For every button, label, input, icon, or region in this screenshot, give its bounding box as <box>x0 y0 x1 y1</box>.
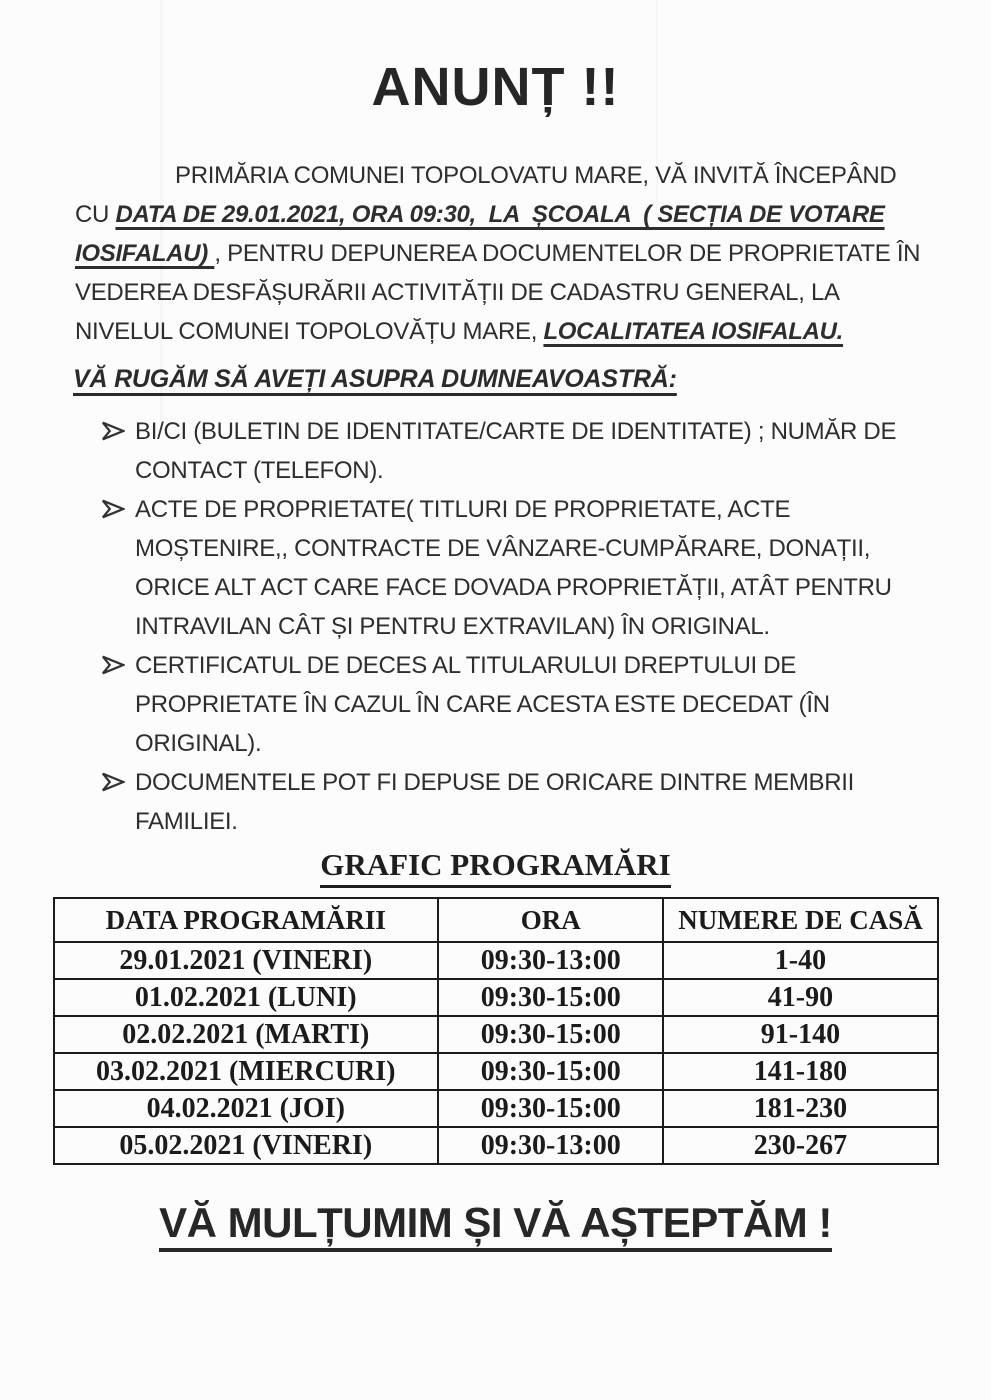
intro-text: NIVELUL COMUNEI TOPOLOVĂȚU MARE, <box>75 318 544 345</box>
cell-house-numbers: 41-90 <box>663 979 937 1016</box>
list-item <box>0 646 931 763</box>
list-item-line: PROPRIETATE ÎN CAZUL ÎN CARE ACESTA ESTE DECEDAT (ÎN <box>135 691 830 718</box>
cell-date: 04.02.2021 (JOI) <box>54 1090 439 1127</box>
table-row <box>54 1016 938 1053</box>
cell-date: 03.02.2021 (MIERCURI) <box>54 1053 439 1090</box>
cell-house-numbers: 91-140 <box>663 1016 937 1053</box>
arrow-bullet-icon <box>101 654 125 676</box>
schedule-table <box>53 897 939 1165</box>
table-row <box>54 1090 938 1127</box>
intro-emphasis: IOSIFALAU) <box>75 240 215 267</box>
arrow-bullet-icon <box>101 420 125 442</box>
list-item-line: DOCUMENTELE POT FI DEPUSE DE ORICARE DINTRE MEMBRII <box>135 769 855 796</box>
intro-line <box>75 312 931 351</box>
cell-time: 09:30-13:00 <box>438 1127 663 1164</box>
list-item-line: ACTE DE PROPRIETATE( TITLURI DE PROPRIETATE, ACTE <box>135 496 791 523</box>
intro-text: PRIMĂRIA COMUNEI TOPOLOVATU MARE, VĂ INVITĂ ÎNCEPÂND <box>175 162 897 189</box>
intro-text: , PENTRU DEPUNEREA DOCUMENTELOR DE PROPRIETATE ÎN <box>214 240 921 267</box>
intro-text: VEDEREA DESFĂȘURĂRII ACTIVITĂȚII DE CADASTRU GENERAL, LA <box>75 279 840 306</box>
intro-line <box>75 195 931 234</box>
cell-house-numbers: 230-267 <box>663 1127 937 1164</box>
arrow-bullet-icon <box>101 498 125 520</box>
list-item-line: INTRAVILAN CÂT ȘI PENTRU EXTRAVILAN) ÎN ORIGINAL. <box>135 613 770 640</box>
intro-line <box>75 234 931 273</box>
list-item <box>0 763 931 841</box>
list-item-line: ORICE ALT ACT CARE FACE DOVADA PROPRIETĂȚII, ATÂT PENTRU <box>135 574 892 601</box>
cell-house-numbers: 181-230 <box>663 1090 937 1127</box>
cell-time: 09:30-15:00 <box>438 1053 663 1090</box>
request-heading: VĂ RUGĂM SĂ AVEȚI ASUPRA DUMNEAVOASTRĂ: <box>73 365 677 393</box>
cell-date: 05.02.2021 (VINERI) <box>54 1127 439 1164</box>
intro-text: CU <box>75 201 116 228</box>
column-header-time: ORA <box>438 898 663 942</box>
schedule-heading <box>0 847 991 883</box>
list-item-line: MOȘTENIRE,, CONTRACTE DE VÂNZARE-CUMPĂRARE, DONAȚII, <box>135 535 871 562</box>
cell-house-numbers: 141-180 <box>663 1053 937 1090</box>
cell-time: 09:30-15:00 <box>438 979 663 1016</box>
table-row <box>54 1053 938 1090</box>
requirements-list <box>0 412 931 841</box>
list-item <box>0 490 931 646</box>
intro-emphasis: LOCALITATEA IOSIFALAU. <box>543 318 844 345</box>
list-item-line: CONTACT (TELEFON). <box>135 457 384 484</box>
list-item-line: BI/CI (BULETIN DE IDENTITATE/CARTE DE IDENTITATE) ; NUMĂR DE <box>135 418 897 445</box>
intro-line <box>75 273 931 312</box>
cell-time: 09:30-15:00 <box>438 1090 663 1127</box>
table-row <box>54 1127 938 1164</box>
column-header-house-numbers: NUMERE DE CASĂ <box>663 898 937 942</box>
schedule-heading-text: GRAFIC PROGRAMĂRI <box>320 847 670 888</box>
list-item-line: FAMILIEI. <box>135 808 238 835</box>
cell-time: 09:30-13:00 <box>438 942 663 979</box>
list-item-line: ORIGINAL). <box>135 730 262 757</box>
document-title: ANUNȚ !! <box>371 57 620 117</box>
cell-house-numbers: 1-40 <box>663 942 937 979</box>
list-item-line: CERTIFICATUL DE DECES AL TITULARULUI DREPTULUI DE <box>135 652 796 679</box>
table-row <box>54 942 938 979</box>
cell-time: 09:30-15:00 <box>438 1016 663 1053</box>
intro-emphasis: DATA DE 29.01.2021, ORA 09:30, LA ȘCOALA ( SECȚIA DE VOTARE <box>115 201 885 228</box>
column-header-date: DATA PROGRAMĂRII <box>54 898 439 942</box>
table-header-row <box>54 898 938 942</box>
intro-line <box>75 156 931 195</box>
intro-paragraph <box>75 156 931 351</box>
list-item <box>0 412 931 490</box>
cell-date: 02.02.2021 (MARTI) <box>54 1016 439 1053</box>
table-row <box>54 979 938 1016</box>
closing-message-text: VĂ MULȚUMIM ȘI VĂ AȘTEPTĂM ! <box>159 1199 832 1252</box>
cell-date: 29.01.2021 (VINERI) <box>54 942 439 979</box>
arrow-bullet-icon <box>101 771 125 793</box>
closing-message <box>0 1199 991 1247</box>
cell-date: 01.02.2021 (LUNI) <box>54 979 439 1016</box>
